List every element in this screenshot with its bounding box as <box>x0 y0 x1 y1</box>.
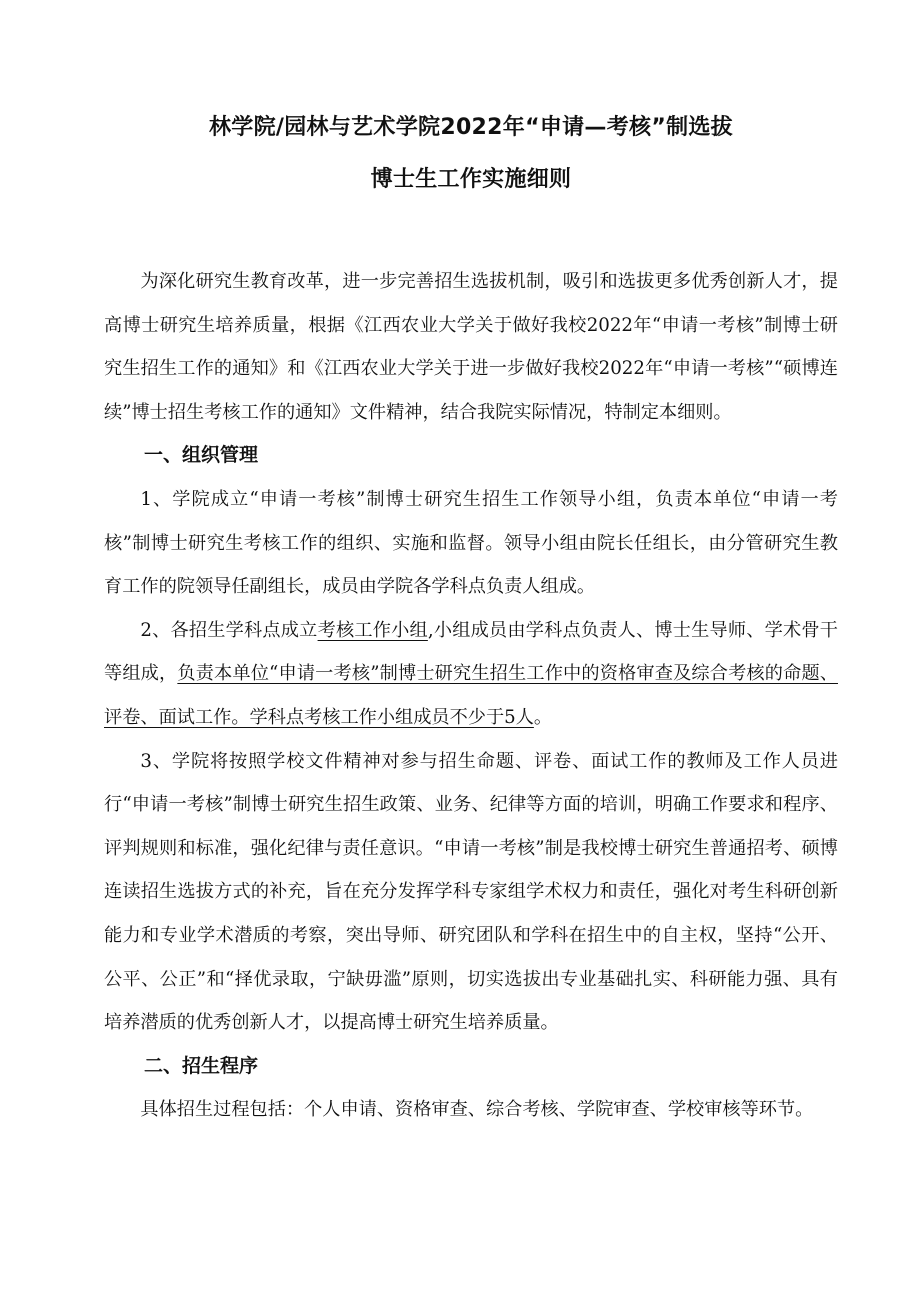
admissions-item-1: 具体招生过程包括：个人申请、资格审查、综合考核、学院审查、学校审核等环节。 <box>140 1099 814 1121</box>
organization-item-2-text-e: 。 <box>533 706 553 728</box>
document-body <box>104 260 838 1132</box>
organization-item-1: 1、学院成立“申请一考核”制博士研究生招生工作领导小组，负责本单位“申请一考核”制博士研究生考核工作的组织、实施和监督。领导小组由院长任组长，由分管研究生教育工作的院领导任副组长，成员由学院各学科点负责人组成。 <box>104 488 838 598</box>
document-title-line-2: 博士生工作实施细则 <box>370 167 572 192</box>
organization-item-2-text-c: ,小组成员由学科点负责人、博士生导师、学术骨干等组成， <box>104 619 838 685</box>
document-title-line-1: 林学院/园林与艺术学院2022年“申请—考核”制选拔 <box>209 115 733 140</box>
underlined-responsibility-text: 负责本单位“申请一考核”制博士研究生招生工作中的资格审查及综合考核的命题、评卷、面试工作。学科点考核工作小组成员不少于5人 <box>104 663 838 728</box>
intro-paragraph: 为深化研究生教育改革，进一步完善招生选拔机制，吸引和选拔更多优秀创新人才，提高博士研究生培养质量，根据《江西农业大学关于做好我校2022年“申请一考核”制博士研究生招生工作的通知》和《江西农业大学关于进一步做好我校2022年“申请一考核”“硕博连续”博士招生考核工作的通知》文件精神，结合我院实际情况，特制定本细则。 <box>104 271 838 423</box>
section-heading-admissions: 二、招生程序 <box>144 1054 259 1077</box>
organization-item-3: 3、学院将按照学校文件精神对参与招生命题、评卷、面试工作的教师及工作人员进行“申请一考核”制博士研究生招生政策、业务、纪律等方面的培训，明确工作要求和程序、评判规则和标准，强化纪律与责任意识。“申请一考核”制是我校博士研究生普通招考、硕博连读招生选拔方式的补充，旨在充分发挥学科专家组学术权力和责任，强化对考生科研创新能力和专业学术潜质的考察，突出导师、研究团队和学科在招生中的自主权，坚持“公开、公平、公正”和“择优录取，宁缺毋滥”原则，切实选拔出专业基础扎实、科研能力强、具有培养潜质的优秀创新人才，以提高博士研究生培养质量。 <box>104 750 838 1034</box>
section-heading-organization: 一、组织管理 <box>144 444 259 467</box>
organization-item-2-text-a: 2、各招生学科点成立 <box>140 619 318 641</box>
organization-item-2 <box>104 609 838 740</box>
document-page <box>104 112 838 1132</box>
underlined-assessment-group: 考核工作小组 <box>317 619 428 641</box>
